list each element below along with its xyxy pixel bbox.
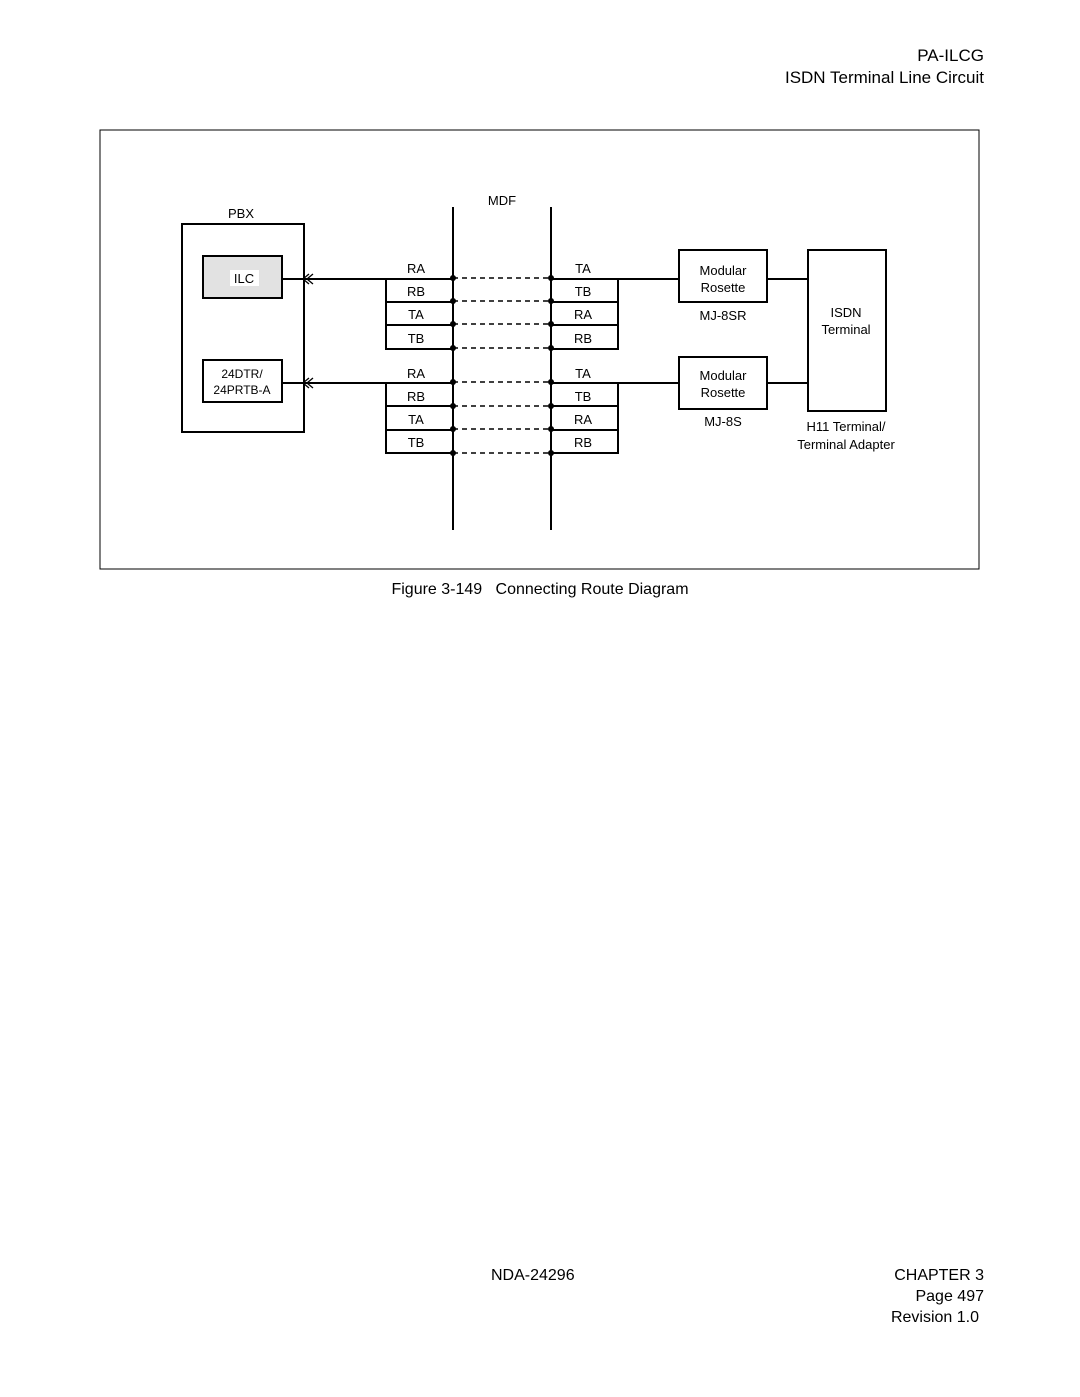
terminal-dot bbox=[450, 426, 456, 432]
figure-caption bbox=[0, 581, 1080, 599]
header-subtitle: ISDN Terminal Line Circuit bbox=[784, 68, 984, 87]
terminal-dot bbox=[450, 298, 456, 304]
isdn-terminal-label-line1: ISDN bbox=[830, 305, 862, 320]
terminal-label: RA bbox=[573, 307, 593, 322]
rosette1-label-line2: Rosette bbox=[700, 280, 746, 295]
terminal-label: RA bbox=[573, 412, 593, 427]
document-number: NDA-24296 bbox=[491, 1267, 575, 1284]
revision-label: Revision 1.0 bbox=[890, 1309, 979, 1326]
terminal-dot bbox=[548, 321, 554, 327]
terminal-label: TB bbox=[574, 284, 592, 299]
dtr-label-line2: 24PRTB-A bbox=[213, 383, 271, 397]
terminal-label: TA bbox=[408, 412, 424, 427]
rosette1-label-line1: Modular bbox=[699, 263, 747, 278]
terminal-dot bbox=[548, 298, 554, 304]
rosette2-box bbox=[679, 357, 767, 409]
terminal-dot bbox=[450, 345, 456, 351]
terminal-dot bbox=[450, 403, 456, 409]
ilc-label: ILC bbox=[233, 271, 255, 286]
terminal-label: RB bbox=[406, 284, 426, 299]
terminal-dot bbox=[450, 379, 456, 385]
isdn-terminal-label-line2: Terminal bbox=[821, 322, 871, 337]
terminal-group-lower bbox=[386, 366, 618, 456]
terminal-label: RB bbox=[573, 331, 593, 346]
dtr-label-line1: 24DTR/ bbox=[221, 367, 263, 381]
terminal-label: TB bbox=[574, 389, 592, 404]
terminal-label: TB bbox=[407, 435, 425, 450]
rosette2-label-line2: Rosette bbox=[700, 385, 746, 400]
rosette1-model: MJ-8SR bbox=[699, 308, 747, 323]
terminal-dot bbox=[548, 403, 554, 409]
terminal-group-upper bbox=[386, 261, 618, 351]
terminal-dot bbox=[450, 275, 456, 281]
chapter-label: CHAPTER 3 bbox=[894, 1267, 984, 1284]
terminal-dot bbox=[450, 321, 456, 327]
terminal-dot bbox=[548, 426, 554, 432]
adapter-label-line1: H11 Terminal/ bbox=[806, 419, 886, 434]
terminal-dot bbox=[450, 450, 456, 456]
pbx-label: PBX bbox=[227, 206, 255, 221]
figure-title: Connecting Route Diagram bbox=[495, 581, 689, 598]
mdf-label: MDF bbox=[487, 193, 517, 208]
header-title: PA-ILCG bbox=[917, 46, 984, 65]
terminal-label: RA bbox=[406, 366, 426, 381]
terminal-label: TB bbox=[407, 331, 425, 346]
terminal-label: RB bbox=[406, 389, 426, 404]
terminal-label: RA bbox=[406, 261, 426, 276]
terminal-dot bbox=[548, 450, 554, 456]
terminal-dot bbox=[548, 345, 554, 351]
terminal-label: TA bbox=[575, 366, 591, 381]
figure-number: Figure 3-149 bbox=[391, 581, 483, 598]
terminal-label: RB bbox=[573, 435, 593, 450]
terminal-label: TA bbox=[408, 307, 424, 322]
rosette2-label-line1: Modular bbox=[699, 368, 747, 383]
adapter-label-line2: Terminal Adapter bbox=[797, 437, 895, 452]
terminal-label: TA bbox=[575, 261, 591, 276]
rosette2-model: MJ-8S bbox=[704, 414, 742, 429]
page-number: Page 497 bbox=[915, 1288, 984, 1305]
